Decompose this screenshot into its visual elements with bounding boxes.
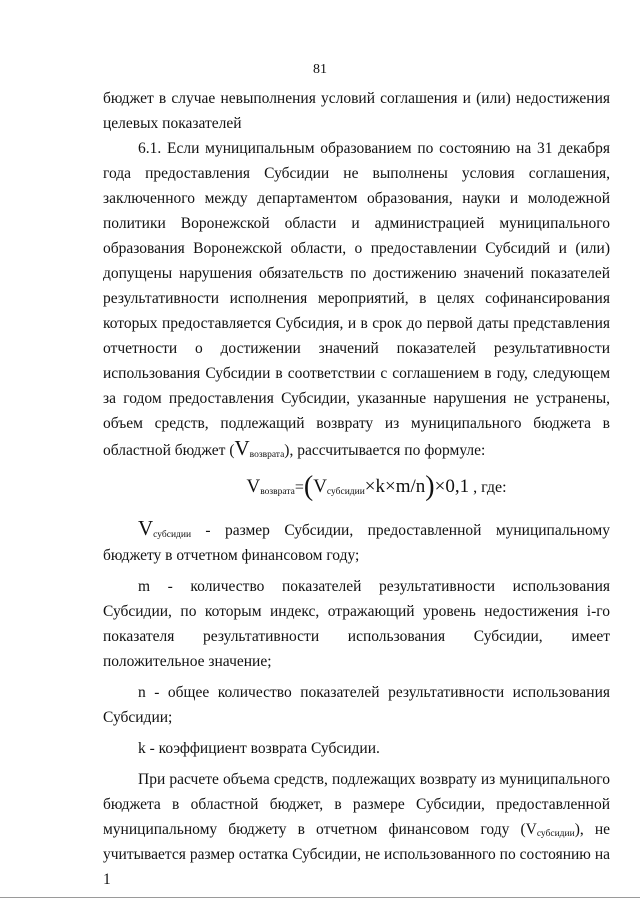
v-vozvrata-subscript: возврата xyxy=(249,450,285,460)
bottom-rule xyxy=(0,897,640,898)
formula-v-subsidii: V xyxy=(313,476,327,497)
calc-v-subscript: субсидии xyxy=(536,829,575,839)
paragraph-6-1-text: 6.1. Если муниципальным образованием по состоянию на 31 декабря года предоставления Субсидии не выполнены условия соглашения, заключенного между департаментом образования, науки и молодежной политики Воронежской области и администрацией муниципального образования Воронежской области, о предоставлении Субсидий и (или) допущены нарушения обязательств по достижению значений показателей результативности исполнения мероприятий, в целях софинансирования которых предоставляется Субсидия, и в срок до первой даты представления отчетности о достижении значений показателей результативности использования Субсидии в соответствии с соглашением в году, следующем за годом предоставления Субсидии, указанные нарушения не устранены, объем средств, подлежащий возврату из муниципального бюджета в областной бюджет ( xyxy=(103,140,610,459)
definition-n: n - общее количество показателей результативности использования Субсидии; xyxy=(103,684,610,726)
formula-k-m-n: ×k×m/n xyxy=(364,476,426,497)
def-v-subscript: субсидии xyxy=(153,530,192,540)
calc-text-part2: ), не учитывается размер остатка Субсидии, не использованного по состоянию на 1 xyxy=(103,821,610,888)
formula-times-tail: ×0,1 xyxy=(434,476,470,497)
paragraph-calculation xyxy=(103,767,610,892)
page-number: 81 xyxy=(313,62,327,77)
calc-v-symbol: V xyxy=(525,821,537,838)
definition-v-subsidii xyxy=(103,516,610,568)
calc-text-part1: При расчете объема средств, подлежащих возврату из муниципального бюджета в областной бюджет, в размере Субсидии, предоставленной муниципальному бюджету в отчетном финансовом году ( xyxy=(103,771,610,838)
formula-sub-subsidii: субсидии xyxy=(326,487,365,497)
formula-v: V xyxy=(246,476,261,497)
formula-close-paren: ) xyxy=(425,471,435,502)
document-body xyxy=(103,86,610,892)
v-vozvrata-symbol: V xyxy=(234,436,250,460)
formula-open-paren: ( xyxy=(303,471,314,502)
return-formula xyxy=(103,467,610,508)
formula-gde: , где: xyxy=(469,479,507,496)
paragraph-heading-line2: целевых показателей xyxy=(103,115,242,132)
paragraph-6-1 xyxy=(103,136,610,463)
def-v-symbol: V xyxy=(138,516,154,540)
paragraph-heading-line1: бюджет в случае невыполнения условий соглашения и (или) недостижения xyxy=(103,90,610,107)
definition-m: m - количество показателей результативности использования Субсидии, по которым индекс, отражающий уровень недостижения i-го показателя результативности использования Субсидии, имеет положительное значение; xyxy=(103,578,610,670)
paragraph-6-1-tail: ), рассчитывается по формуле: xyxy=(284,442,486,459)
formula-equals: = xyxy=(294,479,304,496)
formula-sub-vozvrata: возврата xyxy=(260,487,295,497)
def-v-text: - размер Субсидии, предоставленной муниципальному бюджету в отчетном финансовом году; xyxy=(103,522,610,564)
definition-k: k - коэффициент возврата Субсидии. xyxy=(138,740,380,757)
